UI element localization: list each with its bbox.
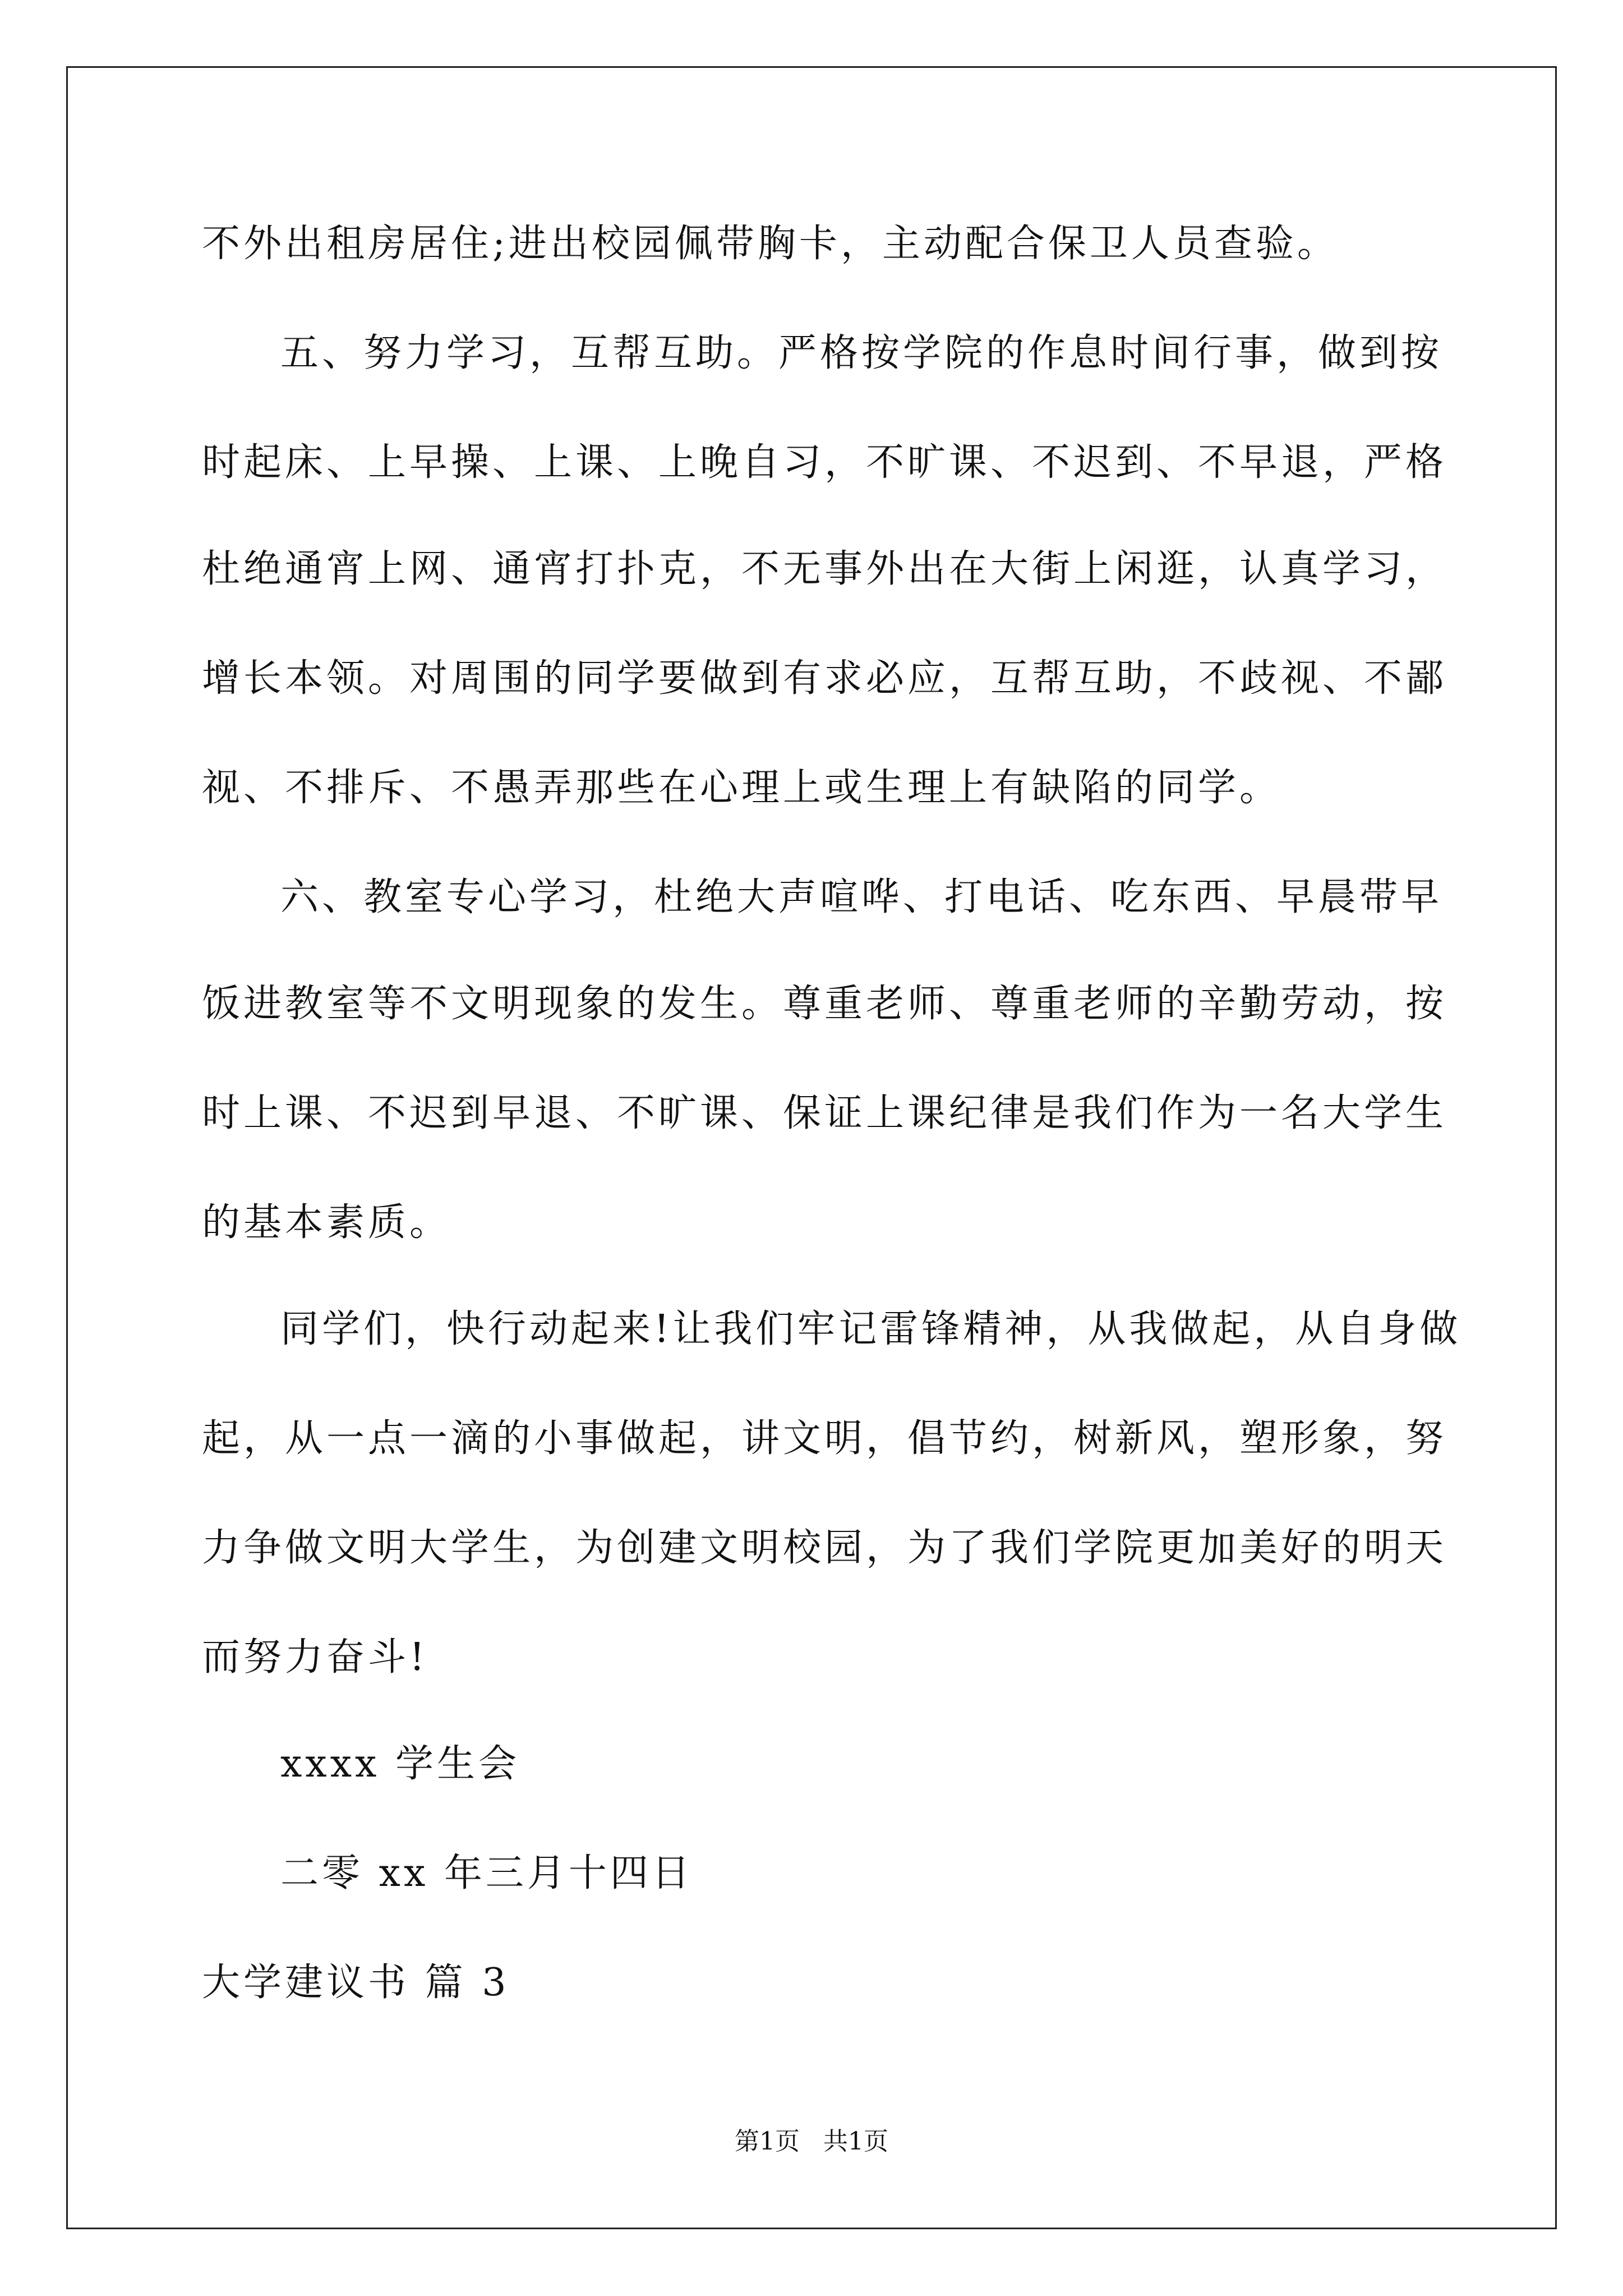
text-line: 时起床、上早操、上课、上晚自习，不旷课、不迟到、不早退，严格 xyxy=(202,440,1447,485)
text-line: 五、努力学习，互帮互助。严格按学院的作息时间行事，做到按 xyxy=(280,331,1443,375)
text-line: 不外出租房居住;进出校园佩带胸卡，主动配合保卫人员查验。 xyxy=(202,222,1339,266)
text-line: 六、教室专心学习，杜绝大声喧哗、打电话、吃东西、早晨带早 xyxy=(280,875,1443,919)
text-line: 杜绝通宵上网、通宵打扑克，不无事外出在大街上闲逛，认真学习， xyxy=(202,547,1447,591)
text-line: 时上课、不迟到早退、不旷课、保证上课纪律是我们作为一名大学生 xyxy=(202,1091,1447,1135)
text-line: 饭进教室等不文明现象的发生。尊重老师、尊重老师的辛勤劳动，按 xyxy=(202,982,1447,1026)
page-border xyxy=(66,66,1557,2229)
text-line: 而努力奋斗! xyxy=(202,1635,428,1680)
text-line: 同学们，快行动起来!让我们牢记雷锋精神，从我做起，从自身做 xyxy=(280,1307,1461,1351)
text-line: 视、不排斥、不愚弄那些在心理上或生理上有缺陷的同学。 xyxy=(202,766,1281,810)
text-line: 增长本领。对周围的同学要做到有求必应，互帮互助，不歧视、不鄙 xyxy=(202,656,1447,701)
section-heading: 大学建议书 篇 3 xyxy=(202,1961,510,2005)
text-line: 起，从一点一滴的小事做起，讲文明，倡节约，树新风，塑形象，努 xyxy=(202,1416,1447,1461)
signature-line: xxxx 学生会 xyxy=(280,1742,520,1786)
date-line: 二零 xx 年三月十四日 xyxy=(280,1851,693,1895)
text-line: 的基本素质。 xyxy=(202,1200,451,1245)
text-line: 力争做文明大学生，为创建文明校园，为了我们学院更加美好的明天 xyxy=(202,1526,1447,1570)
page-footer: 第1页 共1页 xyxy=(735,2127,888,2156)
